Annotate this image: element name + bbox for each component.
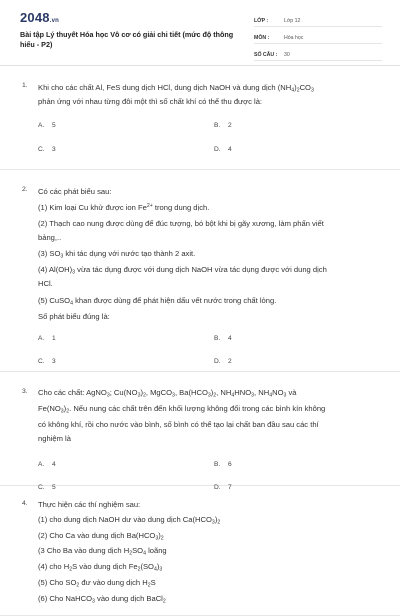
option-text: 2 [228,358,232,365]
answer-option-a[interactable] [38,122,56,129]
option-label: D. [214,484,221,491]
answer-option-b[interactable] [214,461,232,468]
option-label: D. [214,358,221,365]
site-logo[interactable]: 2048.vn [20,10,60,25]
meta-key-subject: MÔN : [254,35,270,41]
option-text: 5 [52,484,56,491]
answer-option-b[interactable] [214,335,232,342]
question-1 [0,66,400,170]
question-text-line: (4) $Al(OH)_3$ vừa tác dụng được với dung dịch NaOH vừa tác dụng được với dung dịch [38,265,327,276]
question-text-line: HCl. [38,279,53,288]
question-text-line: (2) Cho Ca vào dung dịch $Ba(HCO_3)_2$ [38,531,164,542]
question-text-line: Cho các chất: AgNO$_3$; $Cu(NO_3)_2$, MgCO$_3$, $Ba(HCO_3)_2$, $NH_4HNO_3$, $NH_4NO_3$ và [38,388,297,399]
question-number: 3. [22,388,28,395]
option-label: A. [38,122,45,129]
option-text: 2 [228,122,232,129]
question-text-line: (2) Thạch cao nung được dùng để đúc tượng, bó bột khi bị gãy xương, làm phấn viết [38,219,324,228]
question-number: 1. [22,82,28,89]
question-text-line: Khi cho các chất Al, FeS dung dịch HCl, dung dịch NaOH và dung dịch $(NH_4)_2CO_3$ [38,83,314,94]
option-label: B. [214,461,221,468]
answer-option-d[interactable] [214,146,232,153]
question-text-line: (1) cho dung dịch NaOH dư vào dung dịch $Ca(HCO_3)_2$ [38,515,221,526]
question-text-line: (1) Kim loại Cu khử được ion $Fe^{2+}$ trong dung dịch. [38,203,210,212]
question-4 [0,486,400,616]
question-text-line: phản ứng với nhau từng đôi một thì số chất khí có thể thu được là: [38,97,263,106]
option-label: B. [214,122,221,129]
meta-key-count: SỐ CÂU : [254,52,278,58]
option-label: C. [38,146,45,153]
question-text-line: có không khí, rồi cho nước vào bình, số bình có thể tạo lại chất ban đầu sau các thí [38,420,319,429]
answer-option-a[interactable] [38,461,56,468]
question-text-line: (6) Cho NaHCO$_3$ vào dung dịch BaCl$_2$ [38,594,166,605]
option-label: D. [214,146,221,153]
question-text-line: Có các phát biểu sau: [38,187,112,196]
meta-value-grade: Lớp 12 [284,18,301,24]
option-text: 1 [52,335,56,342]
option-label: C. [38,358,45,365]
option-text: 4 [228,335,232,342]
option-text: 5 [52,122,56,129]
option-text: 4 [52,461,56,468]
option-text: 3 [52,146,56,153]
meta-value-count: 30 [284,52,290,58]
meta-row-grade [254,12,382,27]
answer-option-d[interactable] [214,358,232,365]
page-header [0,0,400,66]
option-text: 6 [228,461,232,468]
option-label: B. [214,335,221,342]
answer-option-c[interactable] [38,146,56,153]
question-text-line: Số phát biểu đúng là: [38,312,110,321]
meta-info [254,12,382,63]
option-label: C. [38,484,45,491]
question-text-line: (5) CuSO$_4$ khan được dùng để phát hiện dấu vết nước trong chất lỏng. [38,296,277,307]
answer-option-a[interactable] [38,335,56,342]
option-label: A. [38,335,45,342]
answer-option-c[interactable] [38,358,56,365]
question-number: 2. [22,186,28,193]
question-3 [0,372,400,491]
meta-row-subject [254,29,382,44]
option-label: A. [38,461,45,468]
meta-value-subject: Hóa học [284,35,304,41]
option-text: 4 [228,146,232,153]
meta-row-count [254,46,382,61]
question-text-line: (3) $SO_3$ khi tác dụng với nước tạo thành 2 axit. [38,249,196,260]
document-title: Bài tập Lý thuyết Hóa học Vô cơ có giải chi tiết (mức độ thông hiểu - P2) [20,30,234,50]
question-text-line: Thực hiện các thí nghiệm sau: [38,500,141,509]
question-text-line: (4) cho $H_2S$ vào dung dịch $Fe_2(SO_4)_3$ [38,562,163,573]
question-text-line: (5) Cho $SO_2$ đư vào dung dịch $H_2S$ [38,578,156,589]
question-2 [0,170,400,372]
question-number: 4. [22,500,28,507]
question-text-line: $Fe(NO_3)_2$. Nếu nung các chất trên đến khối lượng không đổi trong các bình kín không [38,404,326,415]
question-text-line: (3 Cho Ba vào dung dịch $H_2SO_4$ loãng [38,546,167,557]
question-text-line: bảng,.. [38,233,62,242]
meta-key-grade: LỚP : [254,18,269,24]
option-text: 3 [52,358,56,365]
question-text-line: nghiệm là [38,434,71,443]
option-text: 7 [228,484,232,491]
answer-option-b[interactable] [214,122,232,129]
